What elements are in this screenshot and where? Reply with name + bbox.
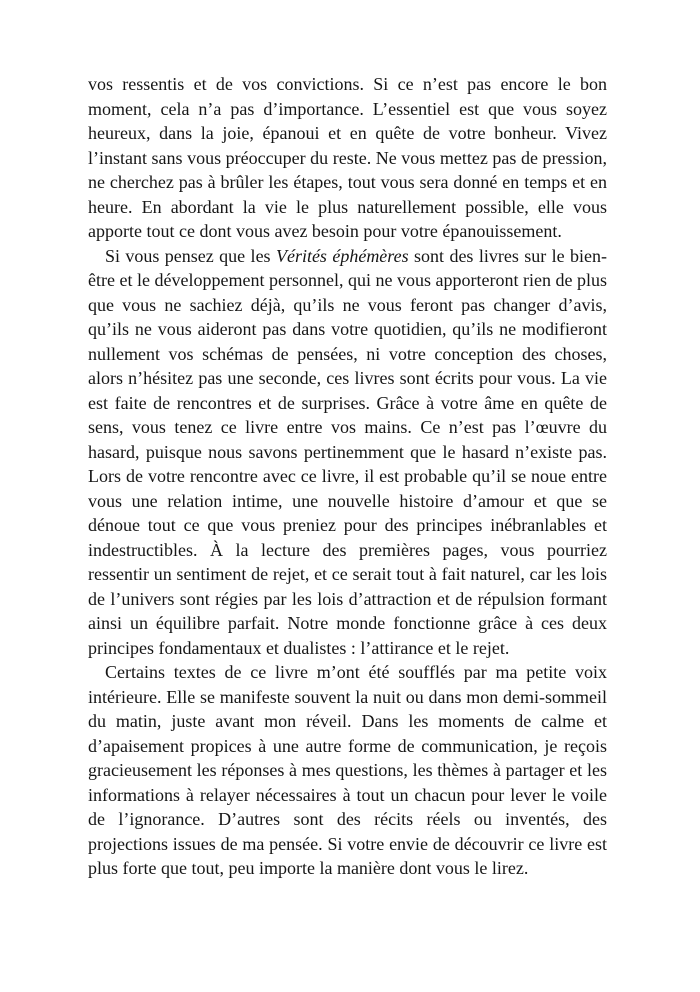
paragraph-verites-ephemeres (88, 244, 607, 661)
paragraph-text: sont des livres sur le bien-être et le développement personnel, qui ne vous apporteront rien de plus que vous ne sachiez déjà, qu’ils ne vous feront pas changer d’avis, qu’ils ne vous aideront pas dans votre quotidien, qu’ils ne modifieront nullement vos schémas de pensées, ni votre conception des choses, alors n’hésitez pas une seconde, ces livres sont écrits pour vous. La vie est faite de rencontres et de surprises. Grâce à votre âme en quête de sens, vous tenez ce livre entre vos mains. Ce n’est pas l’œuvre du hasard, puisque nous savons pertinemment que le hasard n’existe pas. Lors de votre rencontre avec ce livre, il est probable qu’il se noue entre vous une relation intime, une nouvelle histoire d’amour et que se dénoue tout ce que vous preniez pour des principes inébranlables et indestructibles. À la lecture des premières pages, vous pourriez ressentir un sentiment de rejet, et ce serait tout à fait naturel, car les lois de l’univers sont régies par les lois d’attraction et de répulsion formant ainsi un équilibre parfait. Notre monde fonctionne grâce à ces deux principes fondamentaux et dualistes : l’attirance et le rejet. (88, 245, 607, 658)
paragraph-text: vos ressentis et de vos convictions. Si ce n’est pas encore le bon moment, cela n’a pas d’importance. L’essentiel est que vous soyez heureux, dans la joie, épanoui et en quête de votre bonheur. Vivez l’instant sans vous préoccuper du reste. Ne vous mettez pas de pression, ne cherchez pas à brûler les étapes, tout vous sera donné en temps et en heure. En abordant la vie le plus naturellement possible, elle vous apporte tout ce dont vous avez besoin pour votre épanouissement. (88, 74, 607, 241)
paragraph-text: Certains textes de ce livre m’ont été soufflés par ma petite voix intérieure. Elle se manifeste souvent la nuit ou dans mon demi-sommeil du matin, juste avant mon réveil. Dans les moments de calme et d’apaisement propices à une autre forme de communication, je reçois gracieusement les réponses à mes questions, les thèmes à partager et les informations à relayer nécessaires à tout un chacun pour lever le voile de l’ignorance. D’autres sont des récits réels ou inventés, des projections issues de ma pensée. Si votre envie de découvrir ce livre est plus forte que tout, peu importe la manière dont vous le lirez. (88, 662, 607, 878)
book-title-italic: Vérités éphémères (275, 245, 409, 266)
paragraph-continuation (88, 72, 607, 244)
text-block (88, 72, 607, 881)
paragraph-text: Si vous pensez que les (105, 245, 276, 266)
paragraph-certains-textes (88, 660, 607, 881)
